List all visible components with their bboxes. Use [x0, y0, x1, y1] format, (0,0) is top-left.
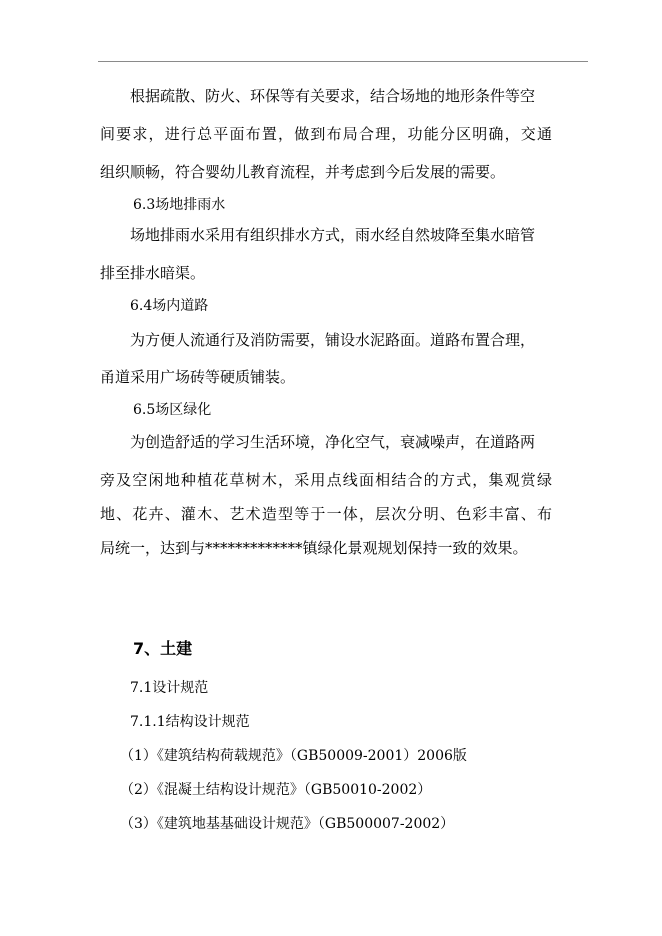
code-list-item: （2）《混凝土结构设计规范》（GB50010-2002） — [120, 782, 432, 798]
para-greening-line-2: 旁及空闲地种植花草树木，采用点线面相结合的方式，集观赏绿 — [100, 471, 552, 489]
para-roads-line-1: 为方便人流通行及消防需要，铺设水泥路面。道路布置合理， — [130, 331, 536, 349]
para-greening-line-3: 地、花卉、灌木、艺术造型等于一体，层次分明、色彩丰富、布 — [100, 505, 552, 523]
para-greening-line-4: 局统一，达到与*************镇绿化景观规划保持一致的效果。 — [100, 539, 528, 557]
section-7-title: 7、土建 — [133, 639, 193, 658]
code-list-item: （1）《建筑结构荷载规范》（GB50009-2001）2006版 — [120, 748, 467, 764]
para-greening-line-1: 为创造舒适的学习生活环境，净化空气，衰减噪声，在道路两 — [130, 433, 536, 451]
para-site-planning-line-1: 根据疏散、防火、环保等有关要求，结合场地的地形条件等空 — [130, 87, 536, 105]
code-list-item: （3）《建筑地基基础设计规范》（GB500007-2002） — [120, 816, 455, 832]
para-rainwater-line-1: 场地排雨水采用有组织排水方式，雨水经自然坡降至集水暗管 — [130, 226, 536, 244]
heading-6-5: 6.5场区绿化 — [133, 402, 212, 418]
para-roads-line-2: 甬道采用广场砖等硬质铺装。 — [100, 368, 296, 386]
header-rule — [98, 61, 588, 62]
heading-7-1-1: 7.1.1结构设计规范 — [130, 714, 250, 730]
para-rainwater-line-2: 排至排水暗渠。 — [100, 264, 206, 282]
para-site-planning-line-2: 间要求，进行总平面布置，做到布局合理，功能分区明确，交通 — [100, 125, 552, 143]
para-site-planning-line-3: 组织顺畅，符合婴幼儿教育流程，并考虑到今后发展的需要。 — [100, 163, 506, 181]
heading-6-4: 6.4场内道路 — [130, 298, 209, 314]
heading-7-1: 7.1设计规范 — [130, 680, 209, 696]
heading-6-3: 6.3场地排雨水 — [133, 197, 226, 213]
